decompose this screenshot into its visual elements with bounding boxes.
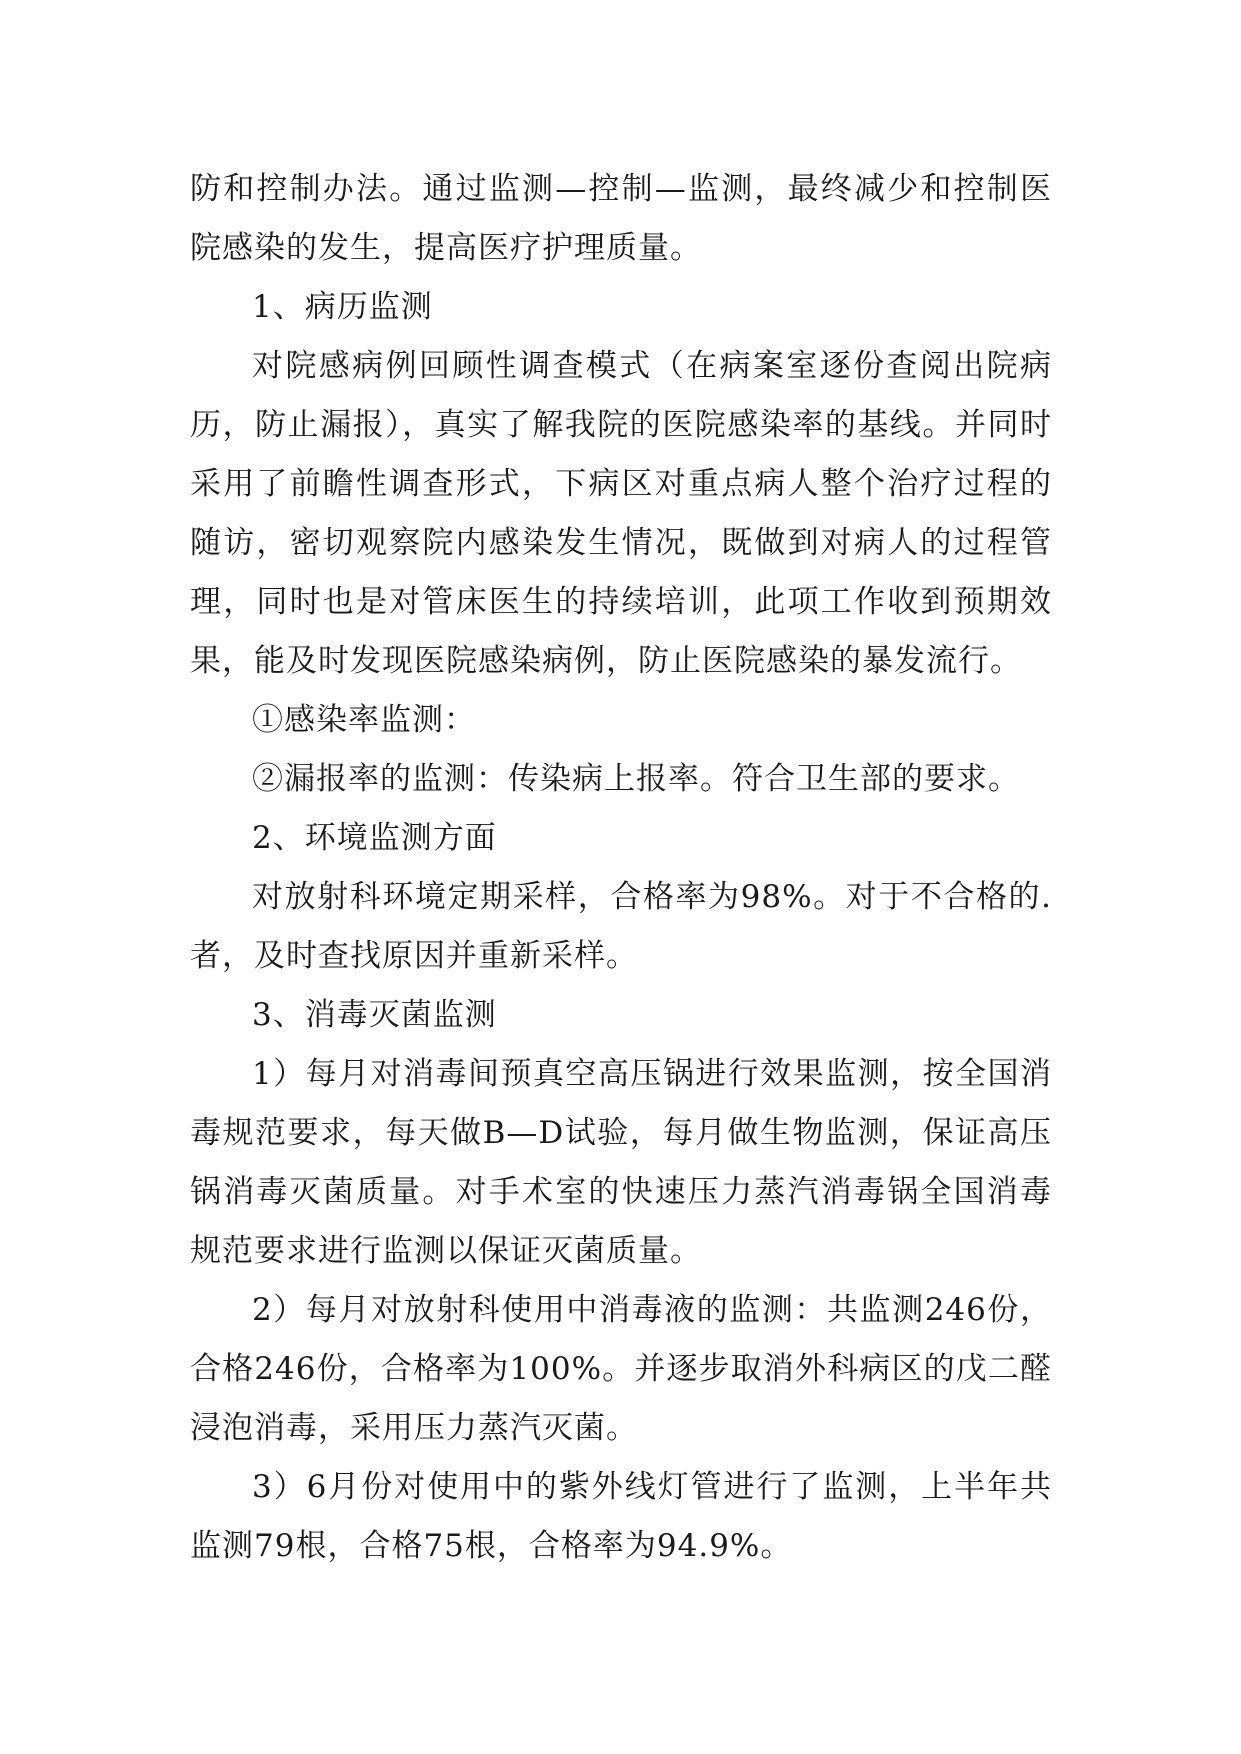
paragraph-environment-monitoring: 对放射科环境定期采样，合格率为98%。对于不合格的.者，及时查找原因并重新采样。	[190, 879, 1052, 974]
item-infection-rate-monitoring: ①感染率监测：	[252, 702, 476, 738]
paragraph-autoclave-monitoring: 1）每月对消毒间预真空高压锅进行效果监测，按全国消毒规范要求，每天做B—D试验，每月做生物监测，保证高压锅消毒灭菌质量。对手术室的快速压力蒸汽消毒锅全国消毒规范要求进行监测以保证灭菌质量。	[190, 1056, 1052, 1269]
document-body	[190, 160, 1052, 1576]
item-missed-report-monitoring: ②漏报率的监测：传染病上报率。符合卫生部的要求。	[252, 761, 1020, 797]
heading-environment-monitoring: 2、环境监测方面	[252, 820, 497, 856]
paragraph-uv-lamp-monitoring: 3）6月份对使用中的紫外线灯管进行了监测，上半年共监测79根，合格75根，合格率为94.9%。	[190, 1469, 1052, 1564]
heading-medical-record-monitoring: 1、病历监测	[252, 289, 433, 325]
heading-disinfection-monitoring: 3、消毒灭菌监测	[252, 997, 497, 1033]
paragraph-disinfectant-monitoring: 2）每月对放射科使用中消毒液的监测：共监测246份，合格246份，合格率为100%。并逐步取消外科病区的戊二醛浸泡消毒，采用压力蒸汽灭菌。	[190, 1292, 1052, 1446]
paragraph-intro-continuation: 防和控制办法。通过监测—控制—监测，最终减少和控制医院感染的发生，提高医疗护理质量。	[190, 171, 1052, 266]
paragraph-medical-record-monitoring: 对院感病例回顾性调查模式（在病案室逐份查阅出院病历，防止漏报），真实了解我院的医院感染率的基线。并同时采用了前瞻性调查形式，下病区对重点病人整个治疗过程的随访，密切观察院内感染发生情况，既做到对病人的过程管理，同时也是对管床医生的持续培训，此项工作收到预期效果，能及时发现医院感染病例，防止医院感染的暴发流行。	[190, 348, 1052, 679]
